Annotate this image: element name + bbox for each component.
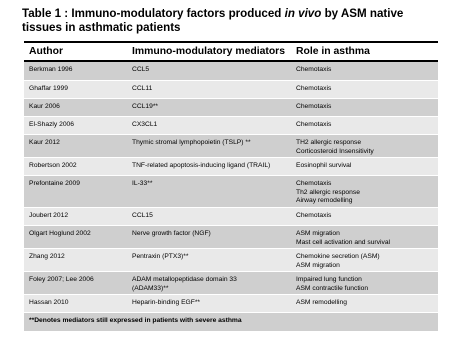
header-author: Author (29, 46, 64, 57)
table-row (24, 158, 438, 176)
cell-role (291, 276, 438, 294)
cell-role-line: Chemokine secretion (ASM) (296, 253, 380, 260)
cell-mediator (127, 276, 291, 294)
cell-role-line: ASM migration (296, 261, 340, 269)
table-header-row (24, 41, 438, 62)
cell-role (291, 139, 438, 157)
cell-author: Joubert 2012 (29, 212, 69, 219)
cell-role: Chemotaxis (296, 103, 332, 110)
cell-role: Chemotaxis (296, 66, 332, 73)
cell-author: El-Shazly 2006 (29, 121, 74, 128)
cell-author: Ghaffar 1999 (29, 85, 68, 92)
cell-role-line: ASM contractile function (296, 284, 369, 292)
cell-role (291, 253, 438, 271)
table-row (24, 295, 438, 313)
cell-author: Olgart Hoglund 2002 (29, 230, 91, 237)
table-row (24, 62, 438, 81)
table-footnote: **Denotes mediators still expressed in patients with severe asthma (24, 313, 438, 331)
cell-mediator: CX3CL1 (132, 121, 158, 128)
table-row (24, 249, 438, 272)
cell-mediator: CCL19** (132, 103, 159, 110)
cell-author: Foley 2007; Lee 2006 (29, 276, 94, 283)
table-row (24, 81, 438, 99)
table-row (24, 272, 438, 295)
title-text-end: by ASM native tissues in asthmatic patients (22, 7, 404, 34)
cell-role-line: Th2 allergic response (296, 188, 360, 196)
cell-author: Berkman 1996 (29, 66, 73, 73)
cell-author: Robertson 2002 (29, 162, 77, 169)
cell-mediator: TNF-related apoptosis-inducing ligand (TRAIL) (132, 162, 271, 169)
header-mediators: Immuno-modulatory mediators (132, 46, 285, 57)
cell-role (291, 230, 438, 248)
cell-author: Kaur 2006 (29, 103, 60, 110)
cell-mediator: IL-33** (132, 180, 153, 187)
cell-role-line: Corticosteroid Insensitivity (296, 147, 374, 155)
cell-mediator: Pentraxin (PTX3)** (132, 253, 189, 260)
cell-mediator-line: ADAM metallopeptidase domain 33 (132, 276, 237, 283)
table-row (24, 117, 438, 135)
table-row (24, 99, 438, 117)
cell-mediator: Nerve growth factor (NGF) (132, 230, 211, 237)
cell-role (291, 180, 438, 207)
cell-role-line: TH2 allergic response (296, 139, 362, 146)
cell-author: Hassan 2010 (29, 299, 69, 306)
cell-mediator: CCL15 (132, 212, 153, 219)
table-row (24, 226, 438, 249)
table-row (24, 135, 438, 158)
cell-role-line: Impaired lung function (296, 276, 362, 283)
cell-mediator: Heparin-binding EGF** (132, 299, 201, 306)
cell-role-line: ASM migration (296, 230, 340, 237)
cell-role-line: Mast cell activation and survival (296, 238, 391, 246)
title-text-italic: in vivo (284, 7, 322, 20)
cell-author: Prefontaine 2009 (29, 180, 80, 187)
header-role: Role in asthma (296, 46, 370, 57)
cell-role: Chemotaxis (296, 212, 332, 219)
cell-mediator: Thymic stromal lymphopoietin (TSLP) ** (132, 139, 251, 146)
table-row (24, 208, 438, 226)
cell-role-line: Airway remodelling (296, 197, 353, 205)
cell-author: Zhang 2012 (29, 253, 65, 260)
mediators-table (24, 41, 438, 331)
table-row (24, 176, 438, 208)
cell-author: Kaur 2012 (29, 139, 60, 146)
title-text-start: Table 1 : Immuno-modulatory factors produced (22, 7, 285, 20)
cell-role: Chemotaxis (296, 121, 332, 128)
table-title (22, 7, 442, 35)
cell-mediator-line: (ADAM33)** (132, 284, 169, 292)
cell-role: Chemotaxis (296, 85, 332, 92)
cell-role-line: Chemotaxis (296, 180, 332, 187)
cell-role: ASM remodelling (296, 299, 347, 306)
cell-mediator: CCL5 (132, 66, 150, 73)
cell-role: Eosinophil survival (296, 162, 352, 169)
cell-mediator: CCL11 (132, 85, 153, 92)
